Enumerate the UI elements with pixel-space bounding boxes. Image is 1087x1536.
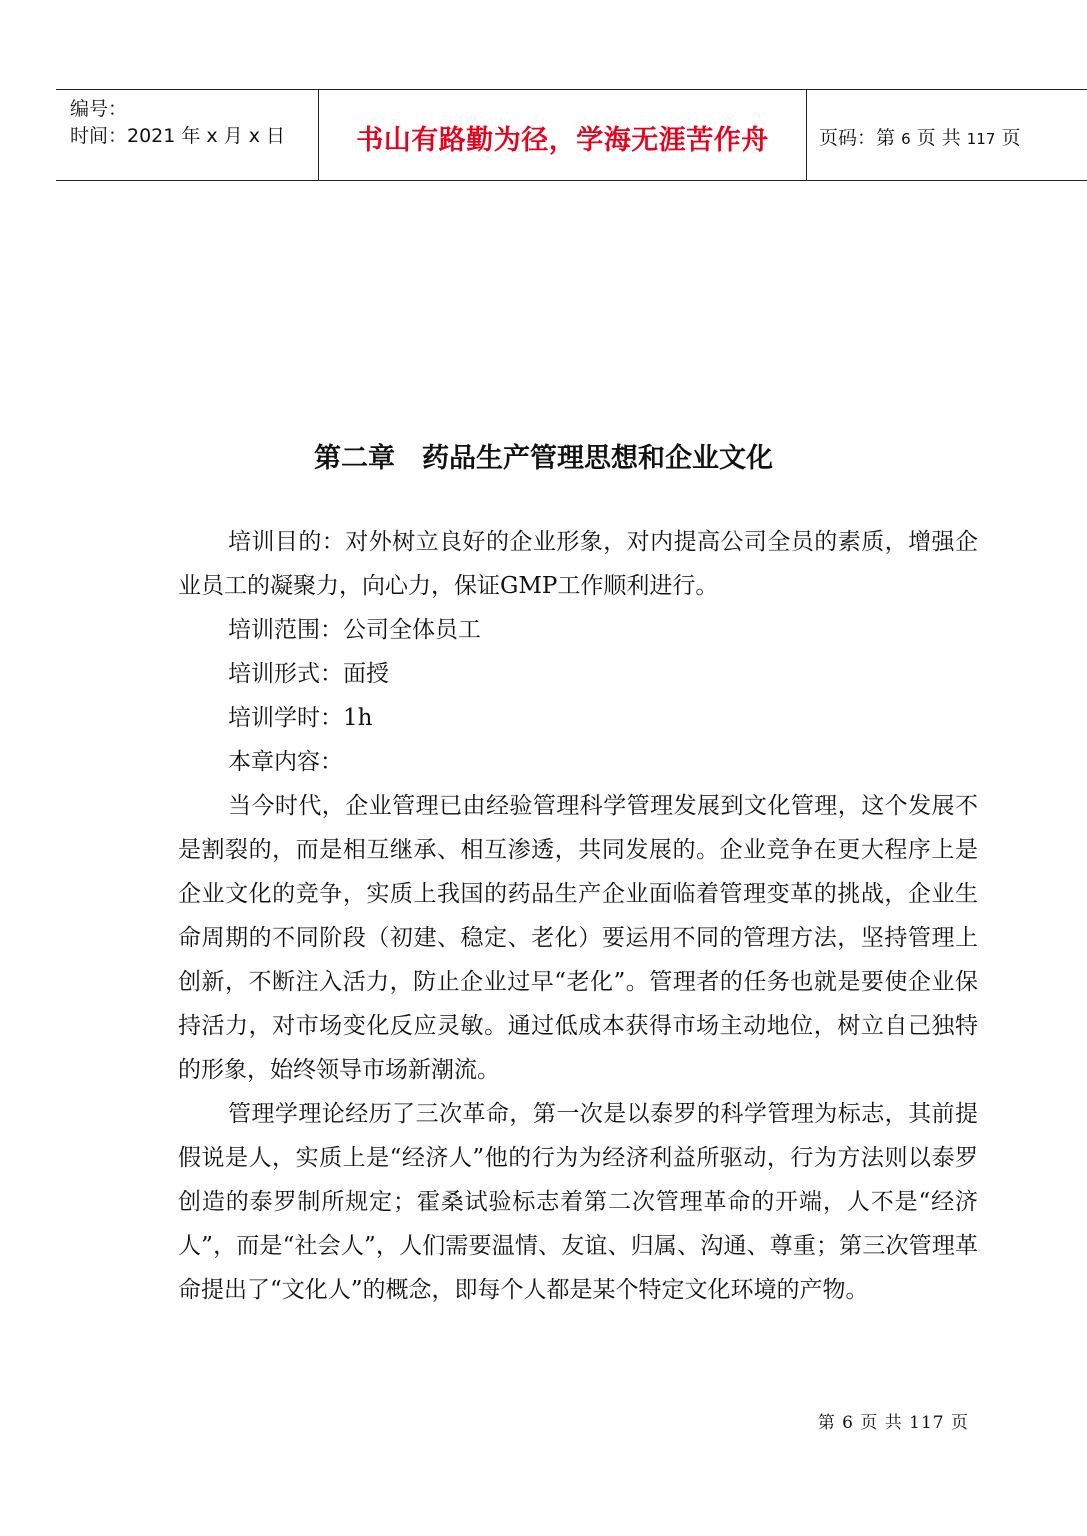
page-suffix: 页: [1001, 127, 1021, 149]
document-date: 时间：2021 年 x 月 x 日: [70, 125, 286, 147]
header-left-cell: [56, 90, 319, 180]
chapter-title: 第二章 药品生产管理思想和企业文化: [314, 443, 773, 474]
page-header: [56, 89, 1087, 181]
paragraph-training-form: 培训形式：面授: [228, 661, 389, 687]
document-number-label: 编号：: [70, 98, 128, 120]
body-content: [178, 520, 978, 1312]
header-motto: 书山有路勤为径，学海无涯苦作舟: [356, 125, 769, 156]
page-current: 6: [901, 130, 911, 148]
paragraph-chapter-content-label: 本章内容：: [228, 749, 343, 775]
paragraph-training-purpose: 培训目的：对外树立良好的企业形象，对内提高公司全员的素质，增强企业员工的凝聚力，向心力，保证GMP工作顺利进行。: [178, 529, 978, 599]
paragraph-training-hours: 培训学时：1h: [228, 705, 373, 731]
page-prefix: 页码：第: [819, 127, 896, 149]
paragraph-modern-management: 当今时代，企业管理已由经验管理科学管理发展到文化管理，这个发展不是割裂的，而是相互继承、相互渗透，共同发展的。企业竞争在更大程序上是企业文化的竞争，实质上我国的药品生产企业面临着管理变革的挑战，企业生命周期的不同阶段（初建、稳定、老化）要运用不同的管理方法，坚持管理上创新，不断注入活力，防止企业过早“老化”。管理者的任务也就是要使企业保持活力，对市场变化反应灵敏。通过低成本获得市场主动地位，树立自己独特的形象，始终领导市场新潮流。: [178, 793, 978, 1083]
header-page-info: [819, 123, 1020, 150]
header-right-cell: [807, 90, 1087, 180]
header-middle-cell: [319, 90, 807, 180]
paragraph-training-scope: 培训范围：公司全体员工: [228, 617, 481, 643]
page-total: 117: [966, 130, 996, 148]
page-footer: 第 6 页 共 117 页: [817, 1413, 969, 1433]
paragraph-management-revolutions: 管理学理论经历了三次革命，第一次是以泰罗的科学管理为标志，其前提假说是人，实质上是“经济人”他的行为为经济利益所驱动，行为方法则以泰罗创造的泰罗制所规定；霍桑试验标志着第二次管理革命的开端，人不是“经济人”，而是“社会人”，人们需要温情、友谊、归属、沟通、尊重；第三次管理革命提出了“文化人”的概念，即每个人都是某个特定文化环境的产物。: [178, 1101, 978, 1303]
page-mid: 页 共: [916, 127, 961, 149]
